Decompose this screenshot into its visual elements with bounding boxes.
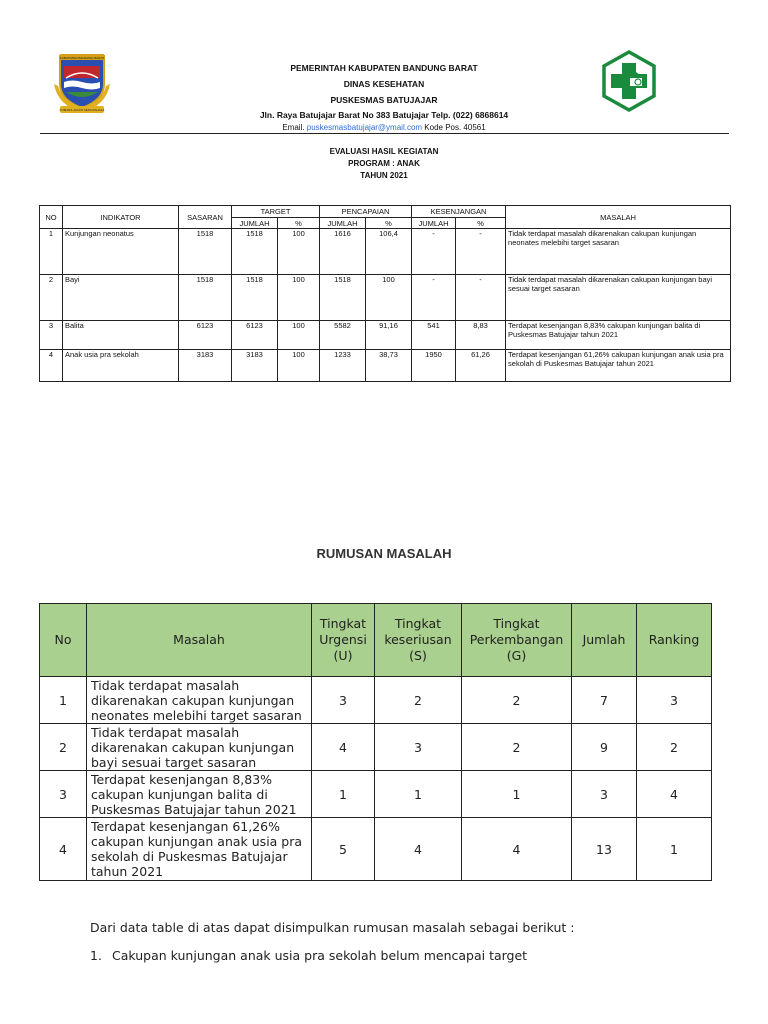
table-row [40, 321, 731, 350]
email-link[interactable]: puskesmasbatujajar@ymail.com [306, 123, 423, 132]
evaluation-table [39, 205, 731, 382]
conclusion-text: Dari data table di atas dapat disimpulkan rumusan masalah sebagai berikut : [90, 920, 575, 935]
cell-pencapaian-persen: 38,73 [366, 350, 412, 382]
cell-perkembangan: 1 [462, 771, 572, 818]
header-address: Jln. Raya Batujajar Barat No 383 Batujajar Telp. (022) 6868614 [259, 110, 509, 120]
cell-ranking: 2 [637, 724, 712, 771]
cell-target-jumlah: 6123 [232, 321, 278, 350]
col-target: TARGET [232, 206, 320, 218]
cell-sasaran: 3183 [179, 350, 232, 382]
cell-kesenjangan-jumlah: - [412, 275, 456, 321]
list-number: 1. [90, 948, 102, 963]
cell-target-jumlah: 1518 [232, 275, 278, 321]
header-divider [40, 133, 729, 134]
col-target-persen: % [278, 218, 320, 229]
cell-indikator: Bayi [63, 275, 179, 321]
col-masalah: MASALAH [506, 206, 731, 229]
col-ranking: Ranking [637, 604, 712, 677]
table-row [40, 229, 731, 275]
cell-kesenjangan-persen: - [456, 275, 506, 321]
cell-masalah: Tidak terdapat masalah dikarenakan cakupan kunjungan bayi sesuai target sasaran [87, 724, 312, 771]
cell-masalah: Terdapat kesenjangan 61,26% cakupan kunjungan anak usia pra sekolah di Puskesmas Batujajar tahun 2021 [87, 818, 312, 881]
list-item [90, 948, 527, 963]
cell-pencapaian-persen: 100 [366, 275, 412, 321]
col-kesenjangan: KESENJANGAN [412, 206, 506, 218]
cell-kesenjangan-jumlah: - [412, 229, 456, 275]
col-indikator: INDIKATOR [63, 206, 179, 229]
cell-keseriusan: 3 [375, 724, 462, 771]
cell-kesenjangan-persen: - [456, 229, 506, 275]
col-jumlah: Jumlah [572, 604, 637, 677]
col-urgensi: Tingkat Urgensi (U) [312, 604, 375, 677]
table-row [40, 818, 712, 881]
col-no: NO [40, 206, 63, 229]
cell-masalah: Terdapat kesenjangan 61,26% cakupan kunjungan anak usia pra sekolah di Puskesmas Batujajar tahun 2021 [506, 350, 731, 382]
cell-indikator: Kunjungan neonatus [63, 229, 179, 275]
col-pencapaian-jumlah: JUMLAH [320, 218, 366, 229]
doc-title: EVALUASI HASIL KEGIATAN [329, 147, 439, 156]
cell-ranking: 4 [637, 771, 712, 818]
cell-kesenjangan-persen: 61,26 [456, 350, 506, 382]
col-kesenjangan-jumlah: JUMLAH [412, 218, 456, 229]
cell-kesenjangan-persen: 8,83 [456, 321, 506, 350]
col-masalah: Masalah [87, 604, 312, 677]
table-row [40, 771, 712, 818]
cell-pencapaian-jumlah: 1518 [320, 275, 366, 321]
cell-urgensi: 1 [312, 771, 375, 818]
doc-program: PROGRAM : ANAK [348, 159, 420, 168]
cell-masalah: Terdapat kesenjangan 8,83% cakupan kunjungan balita di Puskesmas Batujajar tahun 2021 [87, 771, 312, 818]
cell-perkembangan: 2 [462, 677, 572, 724]
cell-pencapaian-persen: 91,16 [366, 321, 412, 350]
cell-urgensi: 4 [312, 724, 375, 771]
cell-target-persen: 100 [278, 229, 320, 275]
rumusan-title: RUMUSAN MASALAH [316, 546, 452, 561]
cell-no: 4 [40, 818, 87, 881]
table-row [40, 724, 712, 771]
col-pencapaian: PENCAPAIAN [320, 206, 412, 218]
cell-pencapaian-jumlah: 1616 [320, 229, 366, 275]
cell-jumlah: 9 [572, 724, 637, 771]
cell-sasaran: 6123 [179, 321, 232, 350]
cell-jumlah: 13 [572, 818, 637, 881]
cell-target-persen: 100 [278, 321, 320, 350]
col-target-jumlah: JUMLAH [232, 218, 278, 229]
cell-indikator: Balita [63, 321, 179, 350]
cell-masalah: Terdapat kesenjangan 8,83% cakupan kunjungan balita di Puskesmas Batujajar tahun 2021 [506, 321, 731, 350]
cell-pencapaian-jumlah: 1233 [320, 350, 366, 382]
rumusan-table [39, 603, 712, 881]
postal-code: Kode Pos. 40561 [424, 123, 486, 132]
cell-ranking: 1 [637, 818, 712, 881]
cell-masalah: Tidak terdapat masalah dikarenakan cakupan kunjungan neonates melebihi target sasaran [506, 229, 731, 275]
cell-target-jumlah: 1518 [232, 229, 278, 275]
header-government: PEMERINTAH KABUPATEN BANDUNG BARAT [290, 63, 478, 73]
cell-no: 2 [40, 724, 87, 771]
cell-ranking: 3 [637, 677, 712, 724]
cell-keseriusan: 4 [375, 818, 462, 881]
email-label: Email. [282, 123, 305, 132]
col-kesenjangan-persen: % [456, 218, 506, 229]
col-no: No [40, 604, 87, 677]
cell-masalah: Tidak terdapat masalah dikarenakan cakupan kunjungan neonates melebihi target sasaran [87, 677, 312, 724]
cell-no: 3 [40, 771, 87, 818]
cell-no: 3 [40, 321, 63, 350]
cell-sasaran: 1518 [179, 229, 232, 275]
cell-pencapaian-persen: 106,4 [366, 229, 412, 275]
col-keseriusan: Tingkat keseriusan (S) [375, 604, 462, 677]
header-puskesmas: PUSKESMAS BATUJAJAR [330, 95, 438, 105]
cell-no: 1 [40, 229, 63, 275]
cell-indikator: Anak usia pra sekolah [63, 350, 179, 382]
table-row [40, 275, 731, 321]
cell-perkembangan: 2 [462, 724, 572, 771]
cell-kesenjangan-jumlah: 1950 [412, 350, 456, 382]
cell-sasaran: 1518 [179, 275, 232, 321]
table-row [40, 350, 731, 382]
cell-keseriusan: 2 [375, 677, 462, 724]
cell-masalah: Tidak terdapat masalah dikarenakan cakupan kunjungan bayi sesuai target sasaran [506, 275, 731, 321]
cell-pencapaian-jumlah: 5582 [320, 321, 366, 350]
col-perkembangan: Tingkat Perkembangan (G) [462, 604, 572, 677]
cell-target-persen: 100 [278, 275, 320, 321]
header-department: DINAS KESEHATAN [343, 79, 425, 89]
svg-text:KABUPATEN BANDUNG BARAT: KABUPATEN BANDUNG BARAT [59, 56, 105, 60]
col-pencapaian-persen: % [366, 218, 412, 229]
cell-target-jumlah: 3183 [232, 350, 278, 382]
cell-keseriusan: 1 [375, 771, 462, 818]
cell-no: 2 [40, 275, 63, 321]
cell-perkembangan: 4 [462, 818, 572, 881]
cell-no: 1 [40, 677, 87, 724]
cell-no: 4 [40, 350, 63, 382]
cell-urgensi: 3 [312, 677, 375, 724]
table-row [40, 677, 712, 724]
cell-urgensi: 5 [312, 818, 375, 881]
cell-jumlah: 3 [572, 771, 637, 818]
col-sasaran: SASARAN [179, 206, 232, 229]
svg-text:KUMARA JAKATI SEPA RAHALA: KUMARA JAKATI SEPA RAHALA [59, 108, 105, 112]
cell-kesenjangan-jumlah: 541 [412, 321, 456, 350]
cell-jumlah: 7 [572, 677, 637, 724]
doc-year: TAHUN 2021 [360, 171, 408, 180]
list-text: Cakupan kunjungan anak usia pra sekolah belum mencapai target [112, 948, 528, 963]
cell-target-persen: 100 [278, 350, 320, 382]
